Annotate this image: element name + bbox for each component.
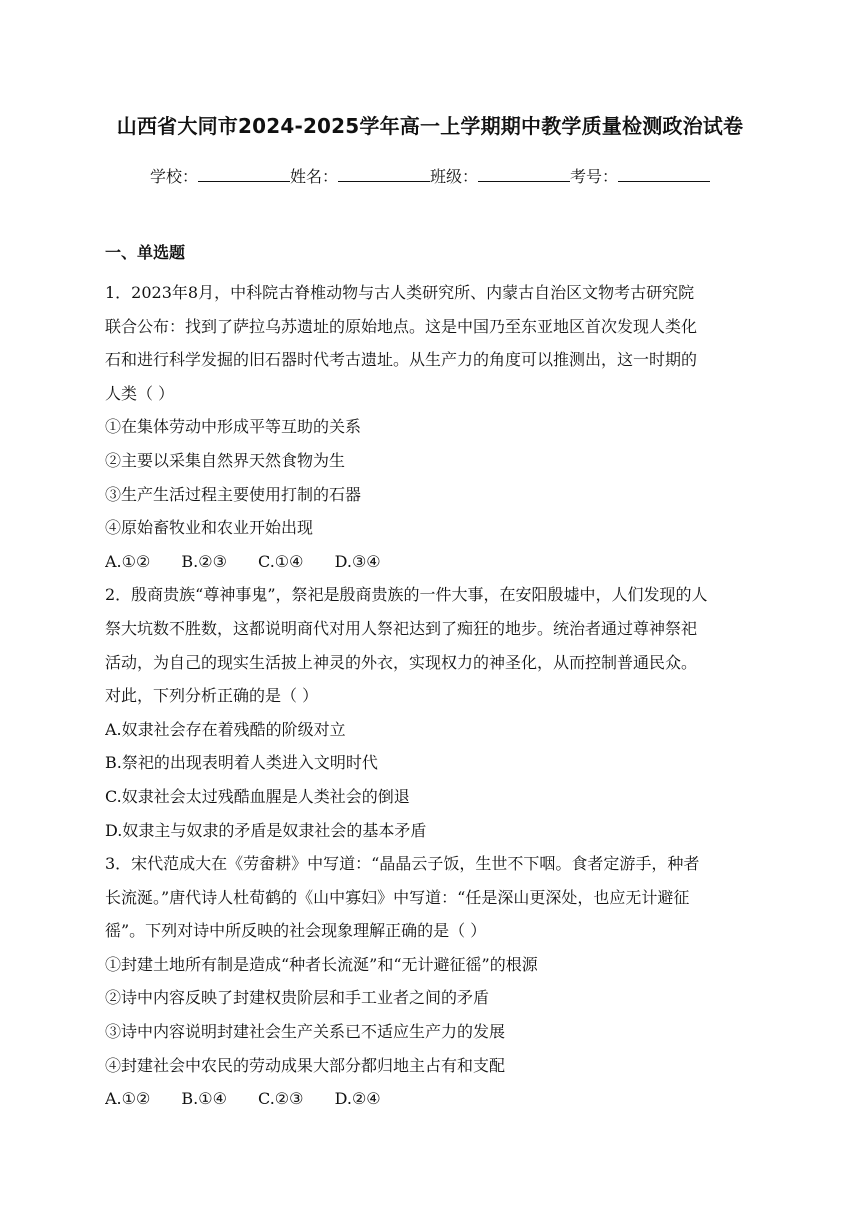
class-blank[interactable] <box>478 167 570 182</box>
answer-options <box>105 545 755 579</box>
option-c[interactable]: C.奴隶社会太过残酷血腥是人类社会的倒退 <box>105 786 410 806</box>
question-1 <box>105 276 755 578</box>
class-label: 班级： <box>430 167 479 186</box>
statement-item: ④原始畜牧业和农业开始出现 <box>105 518 314 538</box>
question-text-line: 1．2023年8月，中科院古脊椎动物与古人类研究所、内蒙古自治区文物考古研究院 <box>105 283 695 302</box>
statement-item: ③诗中内容说明封建社会生产关系已不适应生产力的发展 <box>105 1022 506 1042</box>
school-blank[interactable] <box>198 167 290 182</box>
statement-item: ②诗中内容反映了封建权贵阶层和手工业者之间的矛盾 <box>105 988 490 1008</box>
option-a[interactable]: A.①② <box>105 551 151 571</box>
question-list <box>105 276 755 1116</box>
name-blank[interactable] <box>338 167 430 182</box>
exam-title: 山西省大同市2024-2025学年高一上学期期中教学质量检测政治试卷 <box>116 114 744 138</box>
question-text-line: 3．宋代范成大在《劳畲耕》中写道：“晶晶云子饭，生世不下咽。食者定游手，种者 <box>105 854 700 874</box>
exam-number-blank[interactable] <box>618 167 710 182</box>
exam-number-label: 考号： <box>570 167 619 186</box>
option-a[interactable]: A.奴隶社会存在着残酷的阶级对立 <box>105 719 346 739</box>
question-text-line: 石和进行科学发掘的旧石器时代考古遗址。从生产力的角度可以推测出，这一时期的 <box>105 350 698 370</box>
option-c[interactable]: C.②③ <box>258 1089 304 1109</box>
question-text-line: 祭大坑数不胜数，这都说明商代对用人祭祀达到了痴狂的地步。统治者通过尊神祭祀 <box>105 618 698 638</box>
question-text-line: 人类（ ） <box>105 383 175 403</box>
option-d[interactable]: D.③④ <box>334 551 381 571</box>
option-c[interactable]: C.①④ <box>258 551 304 571</box>
option-a[interactable]: A.①② <box>105 1089 151 1109</box>
question-3 <box>105 847 755 1116</box>
statement-item: ④封建社会中农民的劳动成果大部分都归地主占有和支配 <box>105 1055 506 1075</box>
question-2 <box>105 578 755 847</box>
question-text-line: 长流涎。”唐代诗人杜荀鹤的《山中寡妇》中写道：“任是深山更深处，也应无计避征 <box>105 887 690 907</box>
statement-item: ①封建土地所有制是造成“种者长流涎”和“无计避征徭”的根源 <box>105 954 538 974</box>
question-text-line: 活动，为自己的现实生活披上神灵的外衣，实现权力的神圣化，从而控制普通民众。 <box>105 652 698 672</box>
option-b[interactable]: B.②③ <box>181 551 227 571</box>
question-text-line: 2．殷商贵族“尊神事鬼”，祭祀是殷商贵族的一件大事，在安阳殷墟中，人们发现的人 <box>105 585 708 605</box>
option-b[interactable]: B.①④ <box>181 1089 227 1109</box>
question-text-line: 对此，下列分析正确的是（ ） <box>105 686 319 706</box>
answer-options <box>105 1082 755 1116</box>
name-label: 姓名： <box>289 167 338 186</box>
option-d[interactable]: D.奴隶主与奴隶的矛盾是奴隶社会的基本矛盾 <box>105 820 427 840</box>
option-b[interactable]: B.祭祀的出现表明着人类进入文明时代 <box>105 753 378 773</box>
section-heading: 一、单选题 <box>105 243 186 262</box>
option-d[interactable]: D.②④ <box>334 1089 381 1109</box>
question-text-line: 联合公布：找到了萨拉乌苏遗址的原始地点。这是中国乃至东亚地区首次发现人类化 <box>105 316 698 336</box>
student-info-row <box>0 164 860 187</box>
statement-item: ②主要以采集自然界天然食物为生 <box>105 450 346 470</box>
question-text-line: 徭”。下列对诗中所反映的社会现象理解正确的是（ ） <box>105 921 487 941</box>
school-label: 学校： <box>149 167 198 186</box>
statement-item: ③生产生活过程主要使用打制的石器 <box>105 484 362 504</box>
statement-item: ①在集体劳动中形成平等互助的关系 <box>105 417 362 437</box>
